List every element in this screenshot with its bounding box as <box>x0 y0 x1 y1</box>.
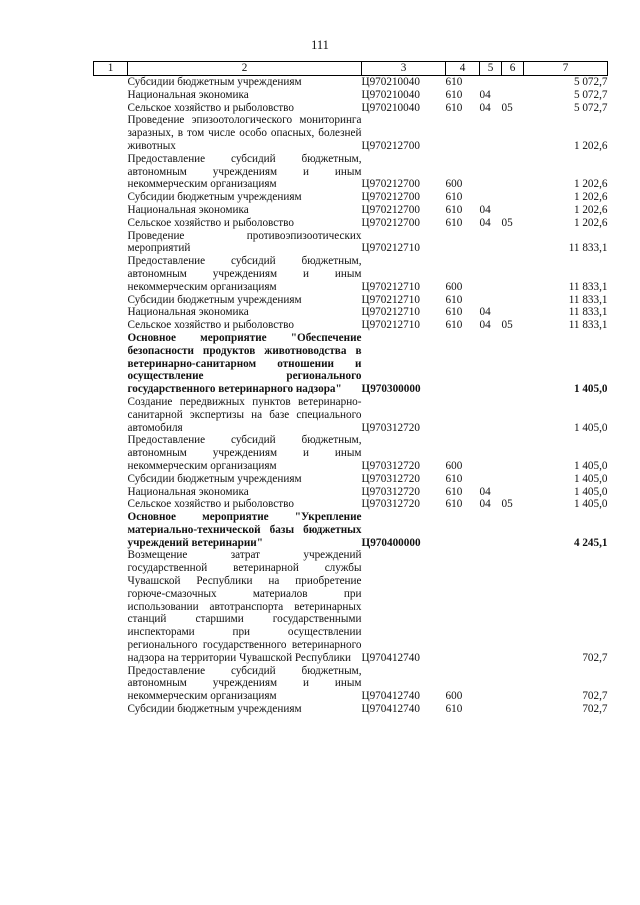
row-vr: 610 <box>445 472 463 485</box>
row-vr: 600 <box>445 459 463 472</box>
row-pr <box>502 549 524 664</box>
row-sum: 5 072,7 <box>573 76 608 88</box>
row-sum: 1 202,6 <box>573 178 608 191</box>
row-code: Ц970212700 <box>361 216 420 229</box>
row-pr <box>502 114 524 152</box>
row-sum: 1 202,6 <box>573 216 608 229</box>
row-code: Ц970312720 <box>361 459 420 472</box>
row-code: Ц970212710 <box>361 306 420 319</box>
header-col-5: 5 <box>480 62 502 76</box>
row-pr <box>502 434 524 472</box>
table-row <box>94 703 608 716</box>
col1-cell <box>94 396 128 434</box>
row-name: Возмещение затрат учреждений государственной ветеринарной службы Чувашской Республики на приобретение горюче-смазочных материалов при использовании автотранспорта ветеринарных станций старшими государственными инспекторами при осуществлении регионального государственного ветеринарного надзора на территории Чувашской Республики <box>127 549 362 664</box>
row-sum: 11 833,1 <box>568 242 608 255</box>
col1-cell <box>94 319 128 332</box>
row-rz: 04 <box>479 88 491 101</box>
row-rz <box>480 434 502 472</box>
col1-cell <box>94 498 128 511</box>
row-name: Предоставление субсидий бюджетным, автономным учреждениям и иным некоммерческим организациям <box>127 664 362 703</box>
row-sum: 1 405,0 <box>573 459 608 472</box>
row-sum: 1 405,0 <box>573 421 608 434</box>
table-row <box>94 332 608 396</box>
row-pr <box>502 76 524 89</box>
row-vr: 610 <box>445 191 463 204</box>
row-pr <box>502 204 524 217</box>
row-vr: 600 <box>445 178 463 191</box>
row-pr <box>502 486 524 499</box>
col1-cell <box>94 204 128 217</box>
row-name: Субсидии бюджетным учреждениям <box>127 703 302 716</box>
row-sum: 1 202,6 <box>573 191 608 204</box>
row-vr: 610 <box>445 76 463 88</box>
table-row <box>94 255 608 293</box>
row-code: Ц970312720 <box>361 472 420 485</box>
row-rz <box>480 332 502 396</box>
row-name: Сельское хозяйство и рыболовство <box>127 319 294 332</box>
table-row <box>94 191 608 204</box>
row-vr: 610 <box>445 306 463 319</box>
row-pr: 05 <box>501 498 513 511</box>
row-sum: 1 405,0 <box>573 383 608 396</box>
row-vr <box>446 332 480 396</box>
col1-cell <box>94 473 128 486</box>
row-rz: 04 <box>479 306 491 319</box>
row-sum: 11 833,1 <box>568 293 608 306</box>
row-vr: 610 <box>445 703 463 716</box>
row-pr <box>502 703 524 716</box>
row-name: Сельское хозяйство и рыболовство <box>127 216 294 229</box>
row-code: Ц970412740 <box>361 690 420 703</box>
col1-cell <box>94 434 128 472</box>
row-vr: 610 <box>445 88 463 101</box>
row-name: Создание передвижных пунктов ветеринарно-санитарной экспертизы на базе специального автомобиля <box>127 395 362 434</box>
row-rz <box>480 294 502 307</box>
table-row <box>94 319 608 332</box>
col1-cell <box>94 76 128 89</box>
row-rz <box>480 511 502 549</box>
row-sum: 4 245,1 <box>573 536 608 549</box>
table-row <box>94 217 608 230</box>
row-sum: 702,7 <box>582 651 608 664</box>
row-code: Ц970400000 <box>361 536 421 549</box>
row-vr: 600 <box>445 280 463 293</box>
row-code: Ц970212700 <box>361 203 420 216</box>
header-col-3: 3 <box>362 62 446 76</box>
row-sum: 5 072,7 <box>573 101 608 114</box>
header-col-7: 7 <box>524 62 608 76</box>
row-vr: 610 <box>445 203 463 216</box>
row-code: Ц970312720 <box>361 421 420 434</box>
row-code: Ц970212700 <box>361 191 420 204</box>
row-sum: 11 833,1 <box>568 306 608 319</box>
row-sum: 702,7 <box>582 703 608 716</box>
row-rz: 04 <box>479 485 491 498</box>
row-vr: 610 <box>445 319 463 332</box>
row-sum: 11 833,1 <box>568 319 608 332</box>
row-rz <box>480 549 502 664</box>
row-name: Субсидии бюджетным учреждениям <box>127 191 302 204</box>
row-pr <box>502 89 524 102</box>
col1-cell <box>94 306 128 319</box>
row-name: Национальная экономика <box>127 88 249 101</box>
row-code: Ц970212700 <box>361 139 420 152</box>
row-rz <box>480 114 502 152</box>
row-vr: 610 <box>445 101 463 114</box>
table-row <box>94 434 608 472</box>
col1-cell <box>94 549 128 664</box>
row-rz: 04 <box>479 216 491 229</box>
row-rz <box>480 473 502 486</box>
col1-cell <box>94 294 128 307</box>
row-code: Ц970212710 <box>361 242 420 255</box>
col1-cell <box>94 511 128 549</box>
table-row <box>94 114 608 152</box>
row-vr: 610 <box>445 498 463 511</box>
col1-cell <box>94 665 128 703</box>
col1-cell <box>94 703 128 716</box>
col1-cell <box>94 102 128 115</box>
row-pr <box>502 306 524 319</box>
table-row <box>94 665 608 703</box>
table-row <box>94 294 608 307</box>
table-row <box>94 102 608 115</box>
header-col-6: 6 <box>502 62 524 76</box>
row-vr <box>446 114 480 152</box>
row-code: Ц970312720 <box>361 498 420 511</box>
col1-cell <box>94 153 128 191</box>
row-pr <box>502 255 524 293</box>
table-row <box>94 473 608 486</box>
table-row <box>94 204 608 217</box>
row-rz <box>480 703 502 716</box>
row-vr: 610 <box>445 293 463 306</box>
row-pr <box>502 191 524 204</box>
table-row <box>94 306 608 319</box>
row-code: Ц970312720 <box>361 485 420 498</box>
row-rz: 04 <box>479 498 491 511</box>
row-sum: 1 202,6 <box>573 203 608 216</box>
row-rz <box>480 76 502 89</box>
row-sum: 1 405,0 <box>573 472 608 485</box>
row-code: Ц970210040 <box>361 76 420 88</box>
table-row <box>94 89 608 102</box>
row-rz: 04 <box>479 319 491 332</box>
table-row <box>94 396 608 434</box>
col1-cell <box>94 114 128 152</box>
row-code: Ц970212710 <box>361 293 420 306</box>
table-row <box>94 549 608 664</box>
row-sum: 702,7 <box>582 690 608 703</box>
row-pr: 05 <box>501 216 513 229</box>
col1-cell <box>94 89 128 102</box>
row-code: Ц970210040 <box>361 101 420 114</box>
col1-cell <box>94 191 128 204</box>
row-sum: 1 405,0 <box>573 498 608 511</box>
row-pr <box>502 332 524 396</box>
row-code: Ц970412740 <box>361 651 420 664</box>
table-row <box>94 230 608 256</box>
row-rz <box>480 191 502 204</box>
row-name: Субсидии бюджетным учреждениям <box>127 76 302 88</box>
table-row <box>94 511 608 549</box>
row-sum: 1 202,6 <box>573 139 608 152</box>
row-code: Ц970210040 <box>361 88 420 101</box>
row-pr: 05 <box>501 319 513 332</box>
header-col-2: 2 <box>128 62 362 76</box>
col1-cell <box>94 332 128 396</box>
table-row <box>94 153 608 191</box>
row-pr <box>502 665 524 703</box>
row-pr <box>502 230 524 256</box>
header-col-1: 1 <box>94 62 128 76</box>
row-sum: 1 405,0 <box>573 485 608 498</box>
col1-cell <box>94 230 128 256</box>
row-vr <box>446 511 480 549</box>
row-name: Национальная экономика <box>127 485 249 498</box>
row-code: Ц970212710 <box>361 319 420 332</box>
row-name: Основное мероприятие "Укрепление материально-технической базы бюджетных учреждений ветеринарии" <box>127 511 362 549</box>
table-row <box>94 498 608 511</box>
row-pr <box>502 294 524 307</box>
row-name: Предоставление субсидий бюджетным, автономным учреждениям и иным некоммерческим организациям <box>127 152 362 191</box>
row-name: Субсидии бюджетным учреждениям <box>127 472 302 485</box>
row-rz <box>480 153 502 191</box>
row-vr: 610 <box>445 485 463 498</box>
row-pr: 05 <box>501 101 513 114</box>
table-row <box>94 76 608 89</box>
row-rz <box>480 665 502 703</box>
row-pr <box>502 473 524 486</box>
row-sum: 5 072,7 <box>573 88 608 101</box>
budget-table <box>93 61 608 716</box>
row-name: Предоставление субсидий бюджетным, автономным учреждениям и иным некоммерческим организациям <box>127 434 362 472</box>
header-col-4: 4 <box>446 62 480 76</box>
table-header-row <box>94 62 608 76</box>
row-pr <box>502 511 524 549</box>
row-rz: 04 <box>479 101 491 114</box>
table-row <box>94 486 608 499</box>
row-rz: 04 <box>479 203 491 216</box>
row-sum: 11 833,1 <box>568 280 608 293</box>
row-name: Субсидии бюджетным учреждениям <box>127 293 302 306</box>
row-code: Ц970300000 <box>361 383 421 396</box>
table-body <box>94 76 608 716</box>
col1-cell <box>94 255 128 293</box>
row-name: Основное мероприятие "Обеспечение безопасности продуктов животноводства в ветеринарно-санитарном отношении и осуществление регионального государственного ветеринарного надзора" <box>127 331 362 396</box>
row-name: Сельское хозяйство и рыболовство <box>127 498 294 511</box>
row-vr <box>446 549 480 664</box>
row-rz <box>480 396 502 434</box>
row-name: Национальная экономика <box>127 203 249 216</box>
row-name: Проведение эпизоотологического мониторинга заразных, в том числе особо опасных, болезней животных <box>127 114 362 152</box>
row-rz <box>480 230 502 256</box>
row-pr <box>502 153 524 191</box>
row-code: Ц970212700 <box>361 178 420 191</box>
row-name: Сельское хозяйство и рыболовство <box>127 101 294 114</box>
row-code: Ц970212710 <box>361 280 420 293</box>
col1-cell <box>94 486 128 499</box>
row-name: Проведение противоэпизоотических мероприятий <box>127 229 362 255</box>
row-pr <box>502 396 524 434</box>
col1-cell <box>94 217 128 230</box>
row-code: Ц970412740 <box>361 703 420 716</box>
row-rz <box>480 255 502 293</box>
row-name: Предоставление субсидий бюджетным, автономным учреждениям и иным некоммерческим организациям <box>127 255 362 293</box>
row-vr: 600 <box>445 690 463 703</box>
page-number: 111 <box>311 38 329 52</box>
row-vr <box>446 396 480 434</box>
row-vr <box>446 230 480 256</box>
row-vr: 610 <box>445 216 463 229</box>
row-name: Национальная экономика <box>127 306 249 319</box>
